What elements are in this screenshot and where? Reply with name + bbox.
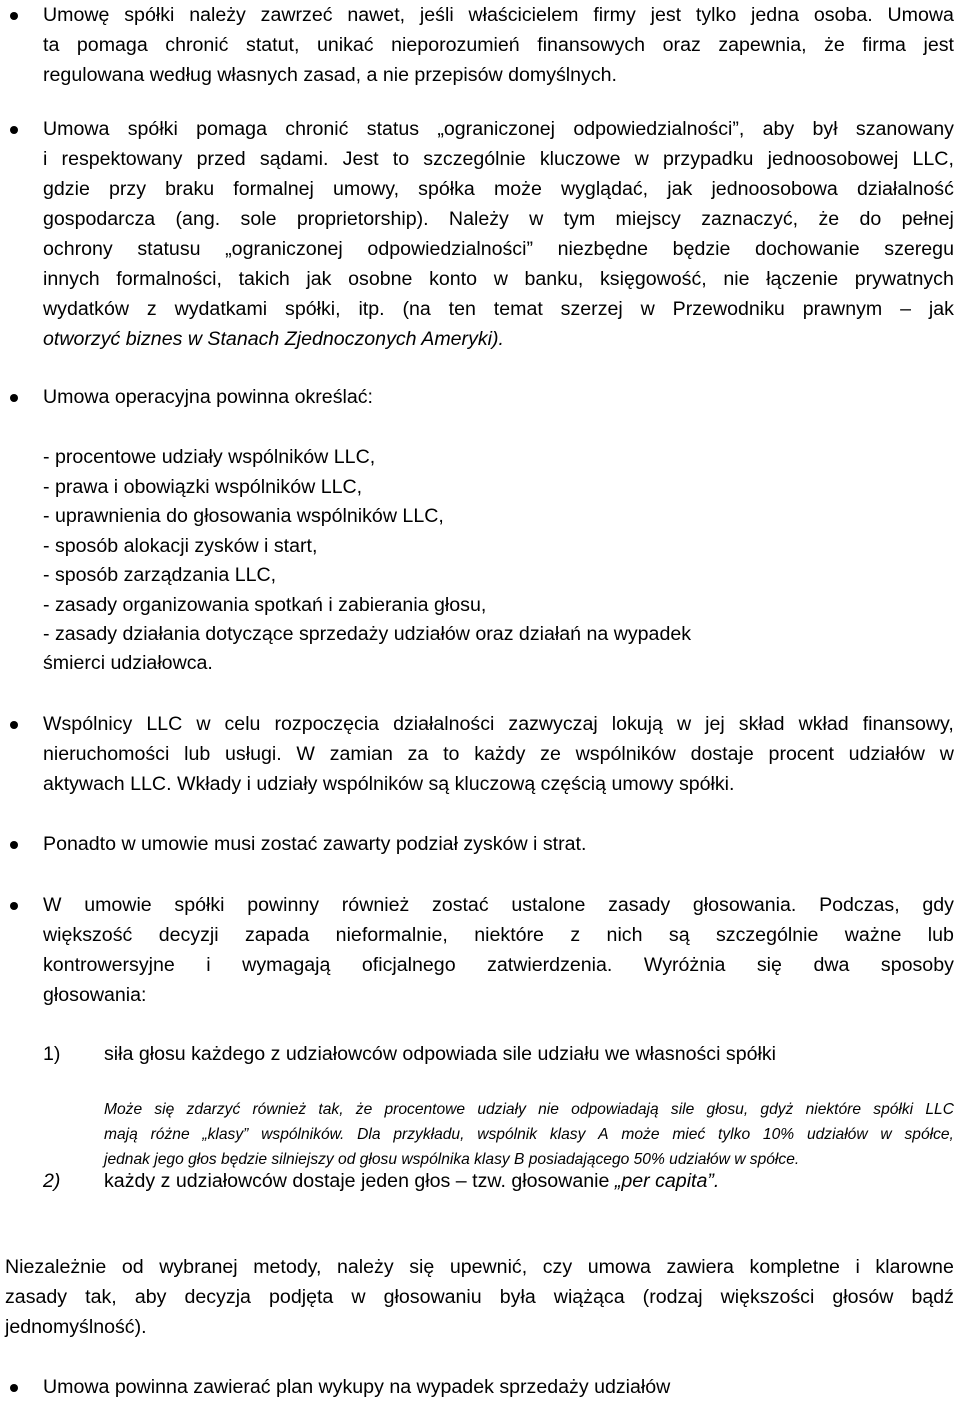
list-item: - zasady organizowania spotkań i zabierania głosu, — [43, 594, 487, 616]
list-item: - prawa i obowiązki wspólników LLC, — [43, 476, 363, 498]
text-line: większość decyzji zapada nieformalnie, niektóre z nich są szczególnie ważne lub — [43, 924, 954, 946]
list-intro: Umowa operacyjna powinna określać: — [43, 386, 373, 408]
text-line: nieruchomości lub usługi. W zamian za to każdy ze wspólników dostaje procent udziałów w — [43, 743, 954, 765]
list-item: - sposób alokacji zysków i start, — [43, 535, 318, 557]
text-line: Umowa spółki pomaga chronić status „ograniczonej odpowiedzialności”, aby był szanowany — [43, 118, 954, 140]
text-line: jednomyślność). — [5, 1316, 147, 1338]
text-line: gdzie przy braku formalnej umowy, spółka może wyglądać, jak jednoosobowa działalność — [43, 178, 954, 200]
item-text-main: każdy z udziałowców dostaje jeden głos – tzw. głosowanie — [104, 1170, 615, 1192]
text-line: W umowie spółki powinny również zostać ustalone zasady głosowania. Podczas, gdy — [43, 894, 954, 916]
bullet-icon — [10, 126, 18, 134]
list-item: - procentowe udziały wspólników LLC, — [43, 446, 376, 468]
text-line: innych formalności, takich jak osobne konto w banku, księgowość, nie łączenie prywatnych — [43, 268, 954, 290]
text-line: Wspólnicy LLC w celu rozpoczęcia działalności zazwyczaj lokują w jej skład wkład finansowy, — [43, 713, 954, 735]
text-line: ochrony statusu „ograniczonej odpowiedzialności” niezbędne będzie dochowanie szeregu — [43, 238, 954, 260]
bullet-icon — [10, 12, 18, 20]
list-item: śmierci udziałowca. — [43, 652, 213, 674]
note-line: Może się zdarzyć również tak, że procentowe udziały nie odpowiadają sile głosu, gdyż niektóre spółki LLC — [104, 1101, 954, 1118]
item-text — [104, 1166, 719, 1196]
bullet-icon — [10, 1384, 18, 1392]
bullet-icon — [10, 841, 18, 849]
list-item: - zasady działania dotyczące sprzedaży udziałów oraz działań na wypadek — [43, 623, 692, 645]
text-line: aktywach LLC. Wkłady i udziały wspólników są kluczową częścią umowy spółki. — [43, 773, 735, 795]
text-line: regulowana według własnych zasad, a nie przepisów domyślnych. — [43, 64, 617, 86]
item-number: 1) — [43, 1043, 61, 1065]
text-line: Ponadto w umowie musi zostać zawarty podział zysków i strat. — [43, 833, 587, 855]
item-text-emphasis: „per capita”. — [614, 1170, 720, 1192]
text-line: wydatków z wydatkami spółki, itp. (na ten temat szerzej w Przewodniku prawnym – jak — [43, 298, 954, 320]
text-line: zasady tak, aby decyzja podjęta w głosowaniu była wiążąca (rodzaj większości głosów bądź — [5, 1286, 954, 1308]
text-line: Niezależnie od wybranej metody, należy się upewnić, czy umowa zawiera kompletne i klarowne — [5, 1256, 954, 1278]
bullet-icon — [10, 394, 18, 402]
bullet-icon — [10, 721, 18, 729]
note-line: mają różne „klasy” wspólników. Dla przykładu, wspólnik klasy A może mieć tylko 10% udziałów w spółce, — [104, 1126, 954, 1143]
bullet-icon — [10, 902, 18, 910]
text-line: i respektowany przed sądami. Jest to szczególnie kluczowe w przypadku jednoosobowej LLC, — [43, 148, 954, 170]
note-line: jednak jego głos będzie silniejszy od głosu wspólnika klasy B posiadającego 50% udziałów w spółce. — [104, 1151, 800, 1168]
text-line: Umowę spółki należy zawrzeć nawet, jeśli właścicielem firmy jest tylko jedna osoba. Umowa — [43, 4, 954, 26]
item-text: siła głosu każdego z udziałowców odpowiada sile udziału we własności spółki — [104, 1043, 776, 1065]
text-line: głosowania: — [43, 984, 147, 1006]
list-item: - uprawnienia do głosowania wspólników LLC, — [43, 505, 444, 527]
text-line: Umowa powinna zawierać plan wykupy na wypadek sprzedaży udziałów — [43, 1376, 671, 1398]
list-item: - sposób zarządzania LLC, — [43, 564, 277, 586]
item-number: 2) — [43, 1170, 61, 1192]
text-line: gospodarcza (ang. sole proprietorship). Należy w tym miejscy zaznaczyć, że do pełnej — [43, 208, 954, 230]
text-line: otworzyć biznes w Stanach Zjednoczonych Ameryki). — [43, 328, 504, 350]
text-line: kontrowersyjne i wymagają oficjalnego zatwierdzenia. Wyróżnia się dwa sposoby — [43, 954, 954, 976]
text-line: ta pomaga chronić statut, unikać nieporozumień finansowych oraz zapewnia, że firma jest — [43, 34, 954, 56]
